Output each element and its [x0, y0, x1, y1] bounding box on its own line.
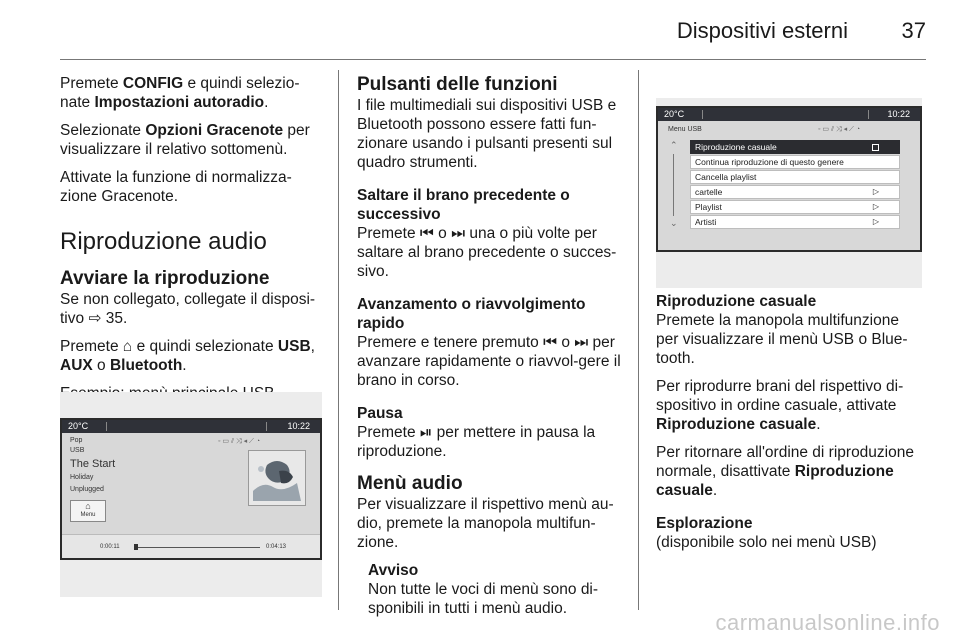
checkbox-icon	[872, 144, 879, 151]
column-3	[656, 292, 922, 561]
menu-button[interactable]: ⌂ Menu	[70, 500, 106, 522]
paragraph: I file multimediali sui dispositivi USB e Bluetooth possono essere fatti fun-zionare usando i pulsanti presenti sul quadro strumenti.	[357, 97, 617, 171]
progress-indicator[interactable]	[134, 544, 138, 550]
topic-heading: Riproduzione casuale	[656, 293, 817, 310]
section-heading: Riproduzione audio	[60, 228, 267, 255]
column-divider	[338, 70, 339, 610]
column-divider	[638, 70, 639, 610]
paragraph: Attivate la funzione di normalizza-zione Gracenote.	[60, 169, 292, 205]
note-text: Non tutte le voci di menù sono di-sponibili in tutti i menù audio.	[368, 581, 599, 617]
note-title: Avviso	[368, 562, 419, 579]
scroll-down-icon[interactable]: ⌄	[670, 218, 678, 228]
column-2	[357, 74, 625, 618]
paragraph: Per riprodurre brani del rispettivo di-spositivo in ordine casuale, attivate Riproduzione casuale.	[656, 378, 904, 433]
chevron-right-icon: ▷	[872, 217, 879, 226]
page-number: 37	[901, 18, 926, 43]
topic-heading: Saltare il brano precedente o successivo	[357, 187, 570, 223]
chevron-right-icon: ▷	[872, 187, 879, 196]
paragraph: Selezionate Opzioni Gracenote per visualizzare il relativo sottomenù.	[60, 122, 310, 158]
topic-heading: Pausa	[357, 405, 403, 422]
status-bar: 20°C 10:22	[658, 108, 920, 121]
column-1	[60, 74, 322, 412]
paragraph: Premere e tenere premuto ⏮ o ⏭ per avanzare rapidamente o riavvol-gere il brano in corso.	[357, 334, 621, 389]
display-screen: 20°C 10:22 ◦ ▭ ⫽ ⤨ ◂ ⟋ ◔ Pop USB The Start Holiday Unplugged ⌂ Menu 0:00:11 0:04:13	[60, 418, 322, 560]
paragraph: Premete ⏮ o ⏭ una o più volte per saltare al brano precedente o succes-sivo.	[357, 225, 617, 280]
paragraph: (disponibile solo nei menù USB)	[656, 534, 877, 551]
status-icons: ◦ ▭ ⫽ ⤨ ◂ ⟋ ◔	[818, 126, 861, 133]
progress-bar[interactable]	[134, 547, 260, 548]
play-pause-icon: ⏯	[419, 424, 433, 441]
paragraph: Per visualizzare il rispettivo menù au-dio, premete la manopola multifun-zione.	[357, 496, 614, 551]
menu-icon: ⌂	[85, 501, 91, 511]
note-box	[368, 561, 625, 618]
menu-item-playlist[interactable]: Playlist ▷	[690, 200, 900, 214]
topic-heading: Esplorazione	[656, 515, 753, 532]
scrollbar[interactable]	[673, 154, 674, 216]
progress-area: 0:00:11 0:04:13	[62, 534, 320, 558]
paragraph: Premete la manopola multifunzione per visualizzare il menù USB o Blue-tooth.	[656, 312, 908, 367]
menu-item-folders[interactable]: cartelle ▷	[690, 185, 900, 199]
watermark: carmanualsonline.info	[715, 610, 940, 635]
paragraph: Per ritornare all'ordine di riproduzione normale, disattivate Riproduzione casuale.	[656, 444, 914, 499]
page-header	[60, 0, 926, 60]
subsection-heading: Avviare la riproduzione	[60, 268, 270, 289]
page-reference-icon: ⇨	[88, 310, 102, 327]
paragraph: Premete ⏯ per mettere in pausa la riproduzione.	[357, 424, 596, 460]
paragraph: Se non collegato, collegate il disposi-tivo ⇨ 35.	[60, 291, 316, 327]
page-title: Dispositivi esterni	[676, 18, 848, 43]
paragraph: Premete CONFIG e quindi selezio-nate Impostazioni autoradio.	[60, 75, 300, 111]
menu-item-shuffle[interactable]: Riproduzione casuale	[690, 140, 900, 154]
subsection-heading: Menù audio	[357, 473, 463, 494]
usb-menu-screenshot	[656, 98, 922, 288]
previous-track-icon: ⏮	[543, 334, 558, 351]
next-track-icon: ⏭	[451, 225, 466, 242]
chevron-right-icon: ▷	[872, 202, 879, 211]
home-icon: ⌂	[122, 338, 133, 355]
menu-item-clear-playlist[interactable]: Cancella playlist	[690, 170, 900, 184]
display-screen: 20°C 10:22 Menu USB ◦ ▭ ⫽ ⤨ ◂ ⟋ ◔ ⌃ ⌄ Riproduzione casuale Continua riproduzione di questo genere Cancella playlist cartelle ▷ Playlist ▷ Artisti ▷	[656, 106, 922, 252]
usb-main-menu-screenshot	[60, 392, 322, 597]
scroll-up-icon[interactable]: ⌃	[670, 140, 678, 150]
menu-item-artists[interactable]: Artisti ▷	[690, 215, 900, 229]
menu-item-continue-genre[interactable]: Continua riproduzione di questo genere	[690, 155, 900, 169]
album-art	[248, 450, 306, 506]
previous-track-icon: ⏮	[419, 225, 434, 242]
paragraph: Premete ⌂ e quindi selezionate USB, AUX o Bluetooth.	[60, 338, 315, 374]
status-bar: 20°C 10:22	[62, 420, 320, 433]
status-icons: ◦ ▭ ⫽ ⤨ ◂ ⟋ ◔	[218, 438, 261, 445]
subsection-heading: Pulsanti delle funzioni	[357, 74, 558, 95]
topic-heading: Avanzamento o riavvolgimento rapido	[357, 296, 586, 332]
next-track-icon: ⏭	[574, 334, 589, 351]
